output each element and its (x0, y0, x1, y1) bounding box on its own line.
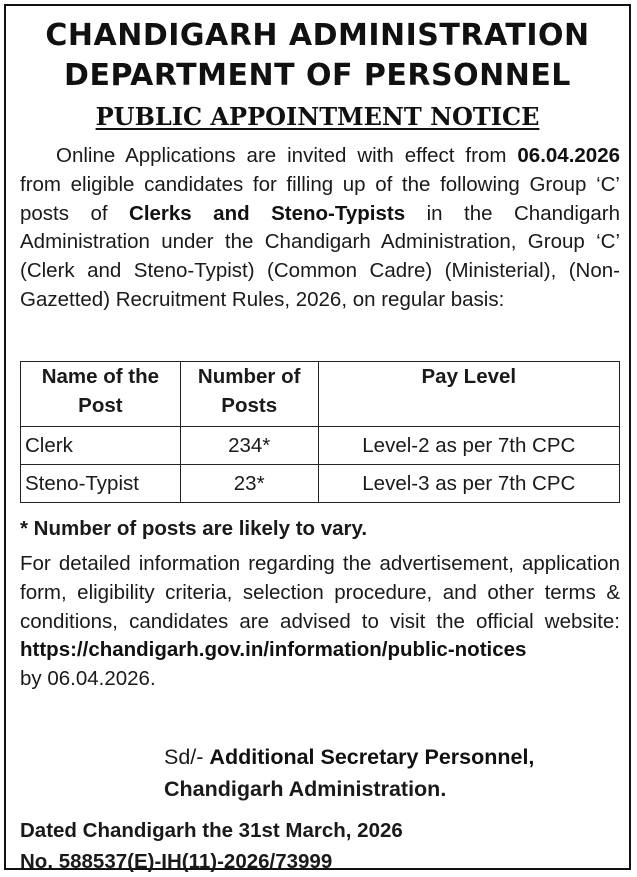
notice-document (4, 4, 631, 873)
signature-org: Chandigarh Administration. (164, 777, 447, 801)
details-paragraph (20, 550, 620, 694)
notice-title-text: PUBLIC APPOINTMENT NOTICE (95, 102, 540, 131)
cell-post: Clerk (21, 427, 181, 465)
cell-number: 234* (180, 427, 318, 465)
notice-title (6, 102, 629, 131)
header-line-1: CHANDIGARH ADMINISTRATION (45, 18, 590, 53)
cell-number: 23* (180, 465, 318, 503)
posts-name: Clerks and Steno-Typists (129, 201, 406, 225)
table-row (21, 427, 620, 465)
cell-pay: Level-3 as per 7th CPC (318, 465, 619, 503)
header-number: Number of Posts (180, 362, 318, 427)
footnote: * Number of posts are likely to vary. (20, 517, 368, 540)
signature-line (164, 742, 534, 773)
deadline-text: by 06.04.2026. (20, 667, 156, 691)
table-header-row (21, 362, 620, 427)
intro-paragraph (20, 142, 620, 315)
dated-line: Dated Chandigarh the 31st March, 2026 (20, 819, 403, 842)
signature-prefix: Sd/- (164, 745, 204, 769)
cell-post: Steno-Typist (21, 465, 181, 503)
reference-number: No. 588537(E)-IH(11)-2026/73999 (20, 850, 333, 873)
header-pay: Pay Level (318, 362, 619, 427)
posts-table (20, 361, 620, 503)
header-line-2: DEPARTMENT OF PERSONNEL (64, 58, 571, 93)
signature-title: Additional Secretary Personnel, (209, 745, 535, 769)
website-link[interactable]: https://chandigarh.gov.in/information/public-notices (20, 638, 527, 662)
cell-pay: Level-2 as per 7th CPC (318, 427, 619, 465)
intro-part-2: from eligible candidates for filling up of the following Group ‘C’ posts of (20, 172, 620, 225)
table-row (21, 465, 620, 503)
intro-part-3: in the Chandigarh Administration under the Chandigarh Administration, Group ‘C’ (Clerk and Steno-Typist) (Common Cadre) (Ministerial), (Non-Gazetted) Recruitment Rules, 2026, on regular basis: (20, 201, 620, 311)
details-text: For detailed information regarding the advertisement, application form, eligibility criteria, selection procedure, and other terms & conditions, candidates are advised to visit the official website: (20, 552, 620, 633)
header-post: Name of the Post (21, 362, 181, 427)
start-date: 06.04.2026 (517, 144, 620, 167)
intro-part-1: Online Applications are invited with effect from (56, 144, 507, 167)
